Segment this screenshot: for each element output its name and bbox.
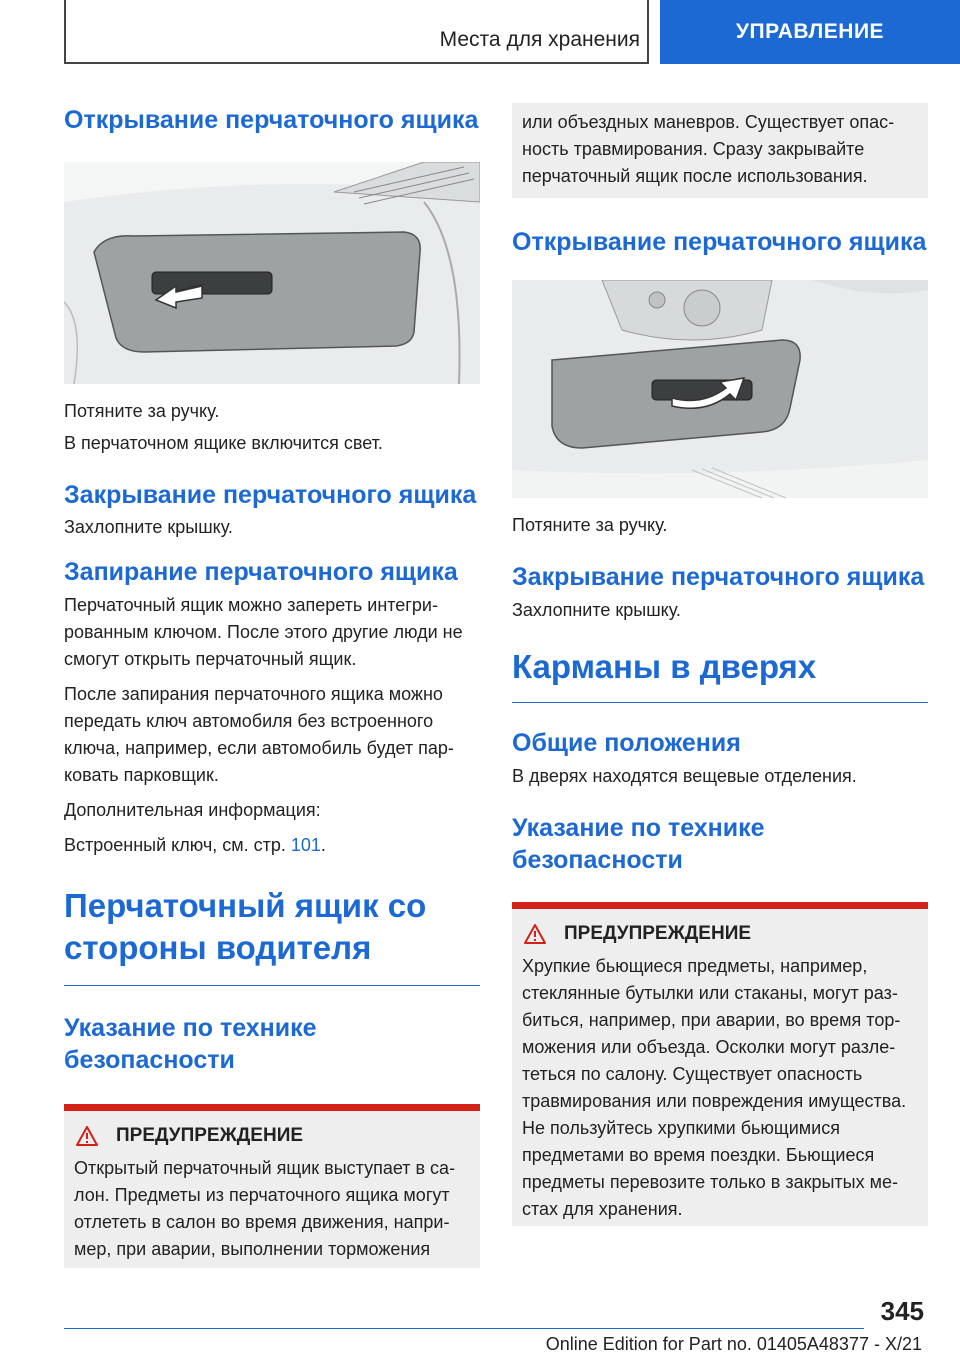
- heading-open-glovebox: Открывание перчаточного ящика: [64, 106, 479, 134]
- warning-header-right: [522, 923, 918, 945]
- text-lock-1: Перчаточный ящик можно запереть интегрированным ключом. После этого другие люди не смогут открыть перчаточный ящик.: [64, 595, 463, 669]
- warning-triangle-icon: [76, 1126, 98, 1146]
- warning-text: Открытый перчаточный ящик выступает в салон. Предметы из перчаточного ящика могут отлететь в салон во время движения, например, при аварии, выполнении торможения: [74, 1158, 456, 1259]
- chapter-tab: УПРАВЛЕНИЕ: [660, 0, 960, 64]
- glovebox-illustration: [64, 162, 480, 384]
- warning-box-right: [512, 902, 928, 1226]
- section-title: Места для хранения: [439, 28, 640, 51]
- glovebox-figure: [64, 162, 480, 384]
- edition-footer: Online Edition for Part no. 01405A48377 - X/21: [545, 1334, 922, 1354]
- text-more-info: Дополнительная информация:: [64, 800, 321, 820]
- heading-close-glovebox: Закрывание перчаточного ящика: [64, 481, 477, 509]
- text-close-lid-right: Захлопните крышку.: [512, 600, 681, 620]
- left-column: [64, 104, 480, 1268]
- text-close-lid: Захлопните крышку.: [64, 517, 233, 537]
- text-lock-2: После запирания перчаточного ящика можно передать ключ автомобиля без встроенного ключа, например, если автомобиль будет парковать парковщик.: [64, 684, 454, 785]
- heading-driver-glovebox: Перчаточный ящик со стороны водителя: [64, 887, 427, 966]
- warning-title-right: ПРЕДУПРЕЖДЕНИЕ: [564, 923, 752, 944]
- heading-door-pockets: Карманы в дверях: [512, 648, 817, 685]
- heading-lock-glovebox: Запирание перчаточного ящика: [64, 558, 458, 586]
- driver-glovebox-illustration: [512, 280, 928, 498]
- heading-close-driver-glovebox: Закрывание перчаточного ящика: [512, 563, 925, 591]
- heading-safety-note-right: Указание по технике безопасности: [512, 814, 765, 874]
- warning-text-right: Хрупкие бьющиеся предметы, например, стеклянные бутылки или стаканы, могут разбиться, например, при аварии, во время торможения или объезда. Осколки могут разлететься по салону. Существует опасность травмирования или повреждения имущества. Не пользуйтесь хрупкими бьющимися предметами во время поездки. Бьющиеся предметы перевозите только в закрытых местах для хранения.: [522, 956, 907, 1219]
- text-door-compartments: В дверях находятся вещевые отделения.: [512, 766, 857, 786]
- section-rule: [64, 985, 480, 986]
- page-number: 345: [880, 1296, 924, 1326]
- warning-box: [64, 1104, 480, 1268]
- warning-header: [74, 1125, 470, 1147]
- text-light-on: В перчаточном ящике включится свет.: [64, 433, 383, 453]
- footer-rule: [64, 1328, 864, 1329]
- text-pull-handle: Потяните за ручку.: [64, 401, 220, 421]
- warning-continuation-text: или объездных маневров. Существует опасность травмирования. Сразу закрывайте перчаточный ящик после использования.: [522, 112, 895, 186]
- key-ref-period: .: [320, 835, 326, 855]
- page-link-101[interactable]: 101: [290, 835, 321, 855]
- driver-glovebox-figure: [512, 280, 928, 498]
- section-rule-right: [512, 702, 928, 703]
- heading-open-driver-glovebox: Открывание перчаточного ящика: [512, 228, 927, 256]
- heading-general: Общие положения: [512, 729, 741, 757]
- text-pull-handle-right: Потяните за ручку.: [512, 515, 668, 535]
- warning-continuation: [512, 103, 928, 198]
- right-column: [512, 103, 928, 1226]
- warning-title: ПРЕДУПРЕЖДЕНИЕ: [116, 1125, 304, 1146]
- key-ref-text: Встроенный ключ, см. стр.: [64, 835, 286, 855]
- text-integrated-key: [64, 832, 480, 859]
- heading-safety-note: Указание по технике безопасности: [64, 1014, 317, 1074]
- warning-triangle-icon: [524, 924, 546, 944]
